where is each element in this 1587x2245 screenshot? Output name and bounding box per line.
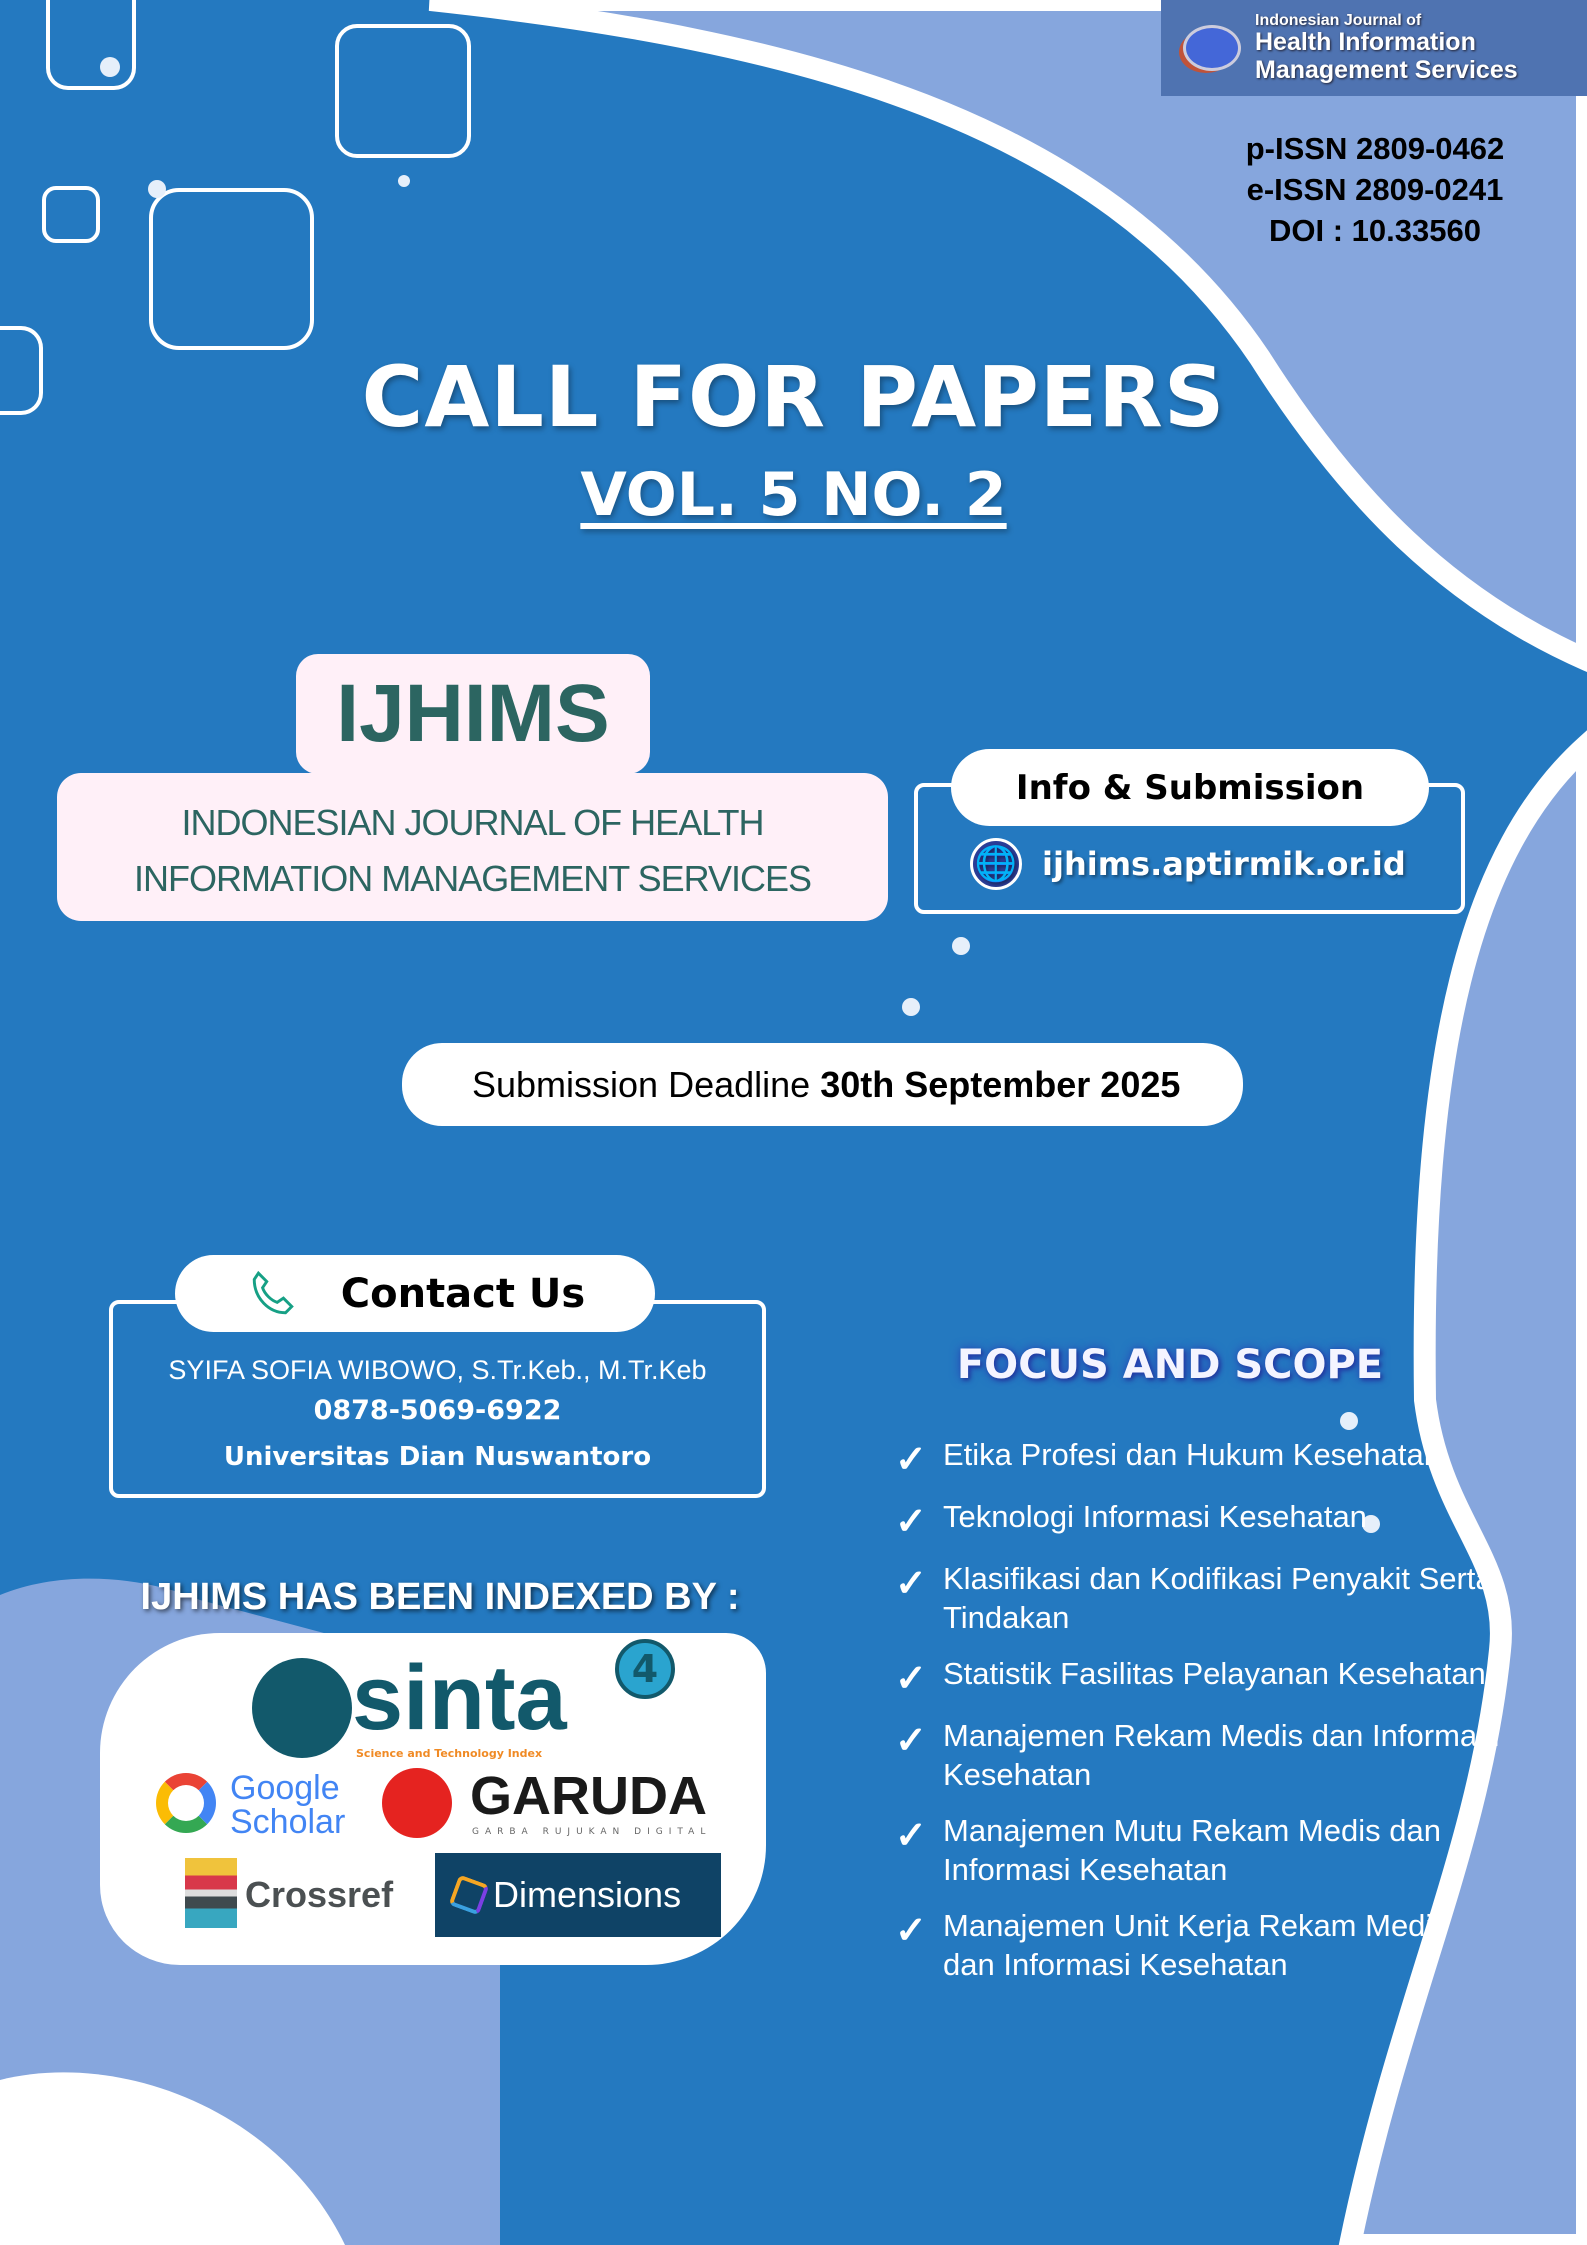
sinta-logo: sinta (352, 1647, 567, 1749)
index-logos (100, 1633, 766, 1965)
decor-square (149, 188, 314, 350)
aptirmik-logo (1183, 25, 1241, 71)
dimensions-icon (448, 1874, 489, 1915)
decor-dot (398, 175, 410, 187)
focus-item (895, 1435, 1563, 1480)
focus-item (895, 1497, 1563, 1542)
crossref-icon (185, 1858, 237, 1928)
decor-square (335, 24, 471, 158)
focus-item-text: Etika Profesi dan Hukum Kesehatan (943, 1437, 1441, 1472)
focus-scope-heading: FOCUS AND SCOPE (956, 1342, 1384, 1388)
decor-dot (1340, 1412, 1358, 1430)
focus-scope-list (895, 1435, 1563, 1984)
banner-line3: Management Services (1255, 55, 1518, 84)
submission-link[interactable] (970, 838, 1406, 890)
dimensions-text: Dimensions (493, 1874, 682, 1915)
focus-item (895, 1716, 1563, 1794)
globe-icon: 🌐 (970, 838, 1022, 890)
journal-name-box (57, 773, 888, 921)
contact-details (109, 1350, 766, 1482)
contact-name: SYIFA SOFIA WIBOWO, S.Tr.Keb., M.Tr.Keb (168, 1355, 707, 1385)
sinta-subtitle: Science and Technology Index (356, 1747, 543, 1760)
focus-item (895, 1811, 1563, 1889)
banner-line1: Indonesian Journal of (1255, 11, 1422, 29)
garuda-subtitle: GARBA RUJUKAN DIGITAL (472, 1827, 712, 1837)
decor-square (46, 0, 136, 90)
decor-dot (902, 998, 920, 1016)
dimensions-logo (435, 1853, 721, 1937)
contact-phone[interactable]: 0878-5069-6922 (313, 1395, 562, 1426)
submission-url[interactable]: ijhims.aptirmik.or.id (1042, 845, 1406, 883)
contact-header (175, 1255, 655, 1332)
focus-item-text: Klasifikasi dan Kodifikasi Penyakit Serta Tindakan (943, 1561, 1493, 1635)
deadline-date: 30th September 2025 (820, 1063, 1181, 1105)
focus-item-text: Manajemen Unit Kerja Rekam Medis dan Informasi Kesehatan (943, 1908, 1448, 1982)
checkmark-icon: ✓ (895, 1720, 927, 1762)
checkmark-icon: ✓ (895, 1910, 927, 1952)
checkmark-icon: ✓ (895, 1815, 927, 1857)
contact-institution: Universitas Dian Nuswantoro (223, 1442, 652, 1472)
volume-number: VOL. 5 NO. 2 (580, 460, 1007, 530)
info-submission-label: Info & Submission (951, 749, 1429, 826)
e-issn: e-ISSN 2809-0241 (1246, 172, 1504, 207)
garuda-logo: GARUDA (470, 1766, 707, 1826)
identifiers (1190, 128, 1560, 251)
p-issn: p-ISSN 2809-0462 (1245, 131, 1505, 166)
deadline-label: Submission Deadline (472, 1063, 811, 1105)
journal-name-line2: INFORMATION MANAGEMENT SERVICES (133, 858, 812, 899)
checkmark-icon: ✓ (895, 1439, 927, 1481)
journal-name-line1: INDONESIAN JOURNAL OF HEALTH (181, 802, 764, 843)
focus-item-text: Manajemen Rekam Medis dan Informasi Kesehatan (943, 1718, 1500, 1792)
journal-acronym: IJHIMS (296, 654, 650, 774)
garuda-icon (382, 1768, 452, 1838)
phone-icon (245, 1269, 301, 1319)
scholar-text: Scholar (230, 1803, 346, 1841)
focus-item-text: Statistik Fasilitas Pelayanan Kesehatan (943, 1656, 1486, 1691)
crossref-logo: Crossref (245, 1874, 394, 1915)
google-text: Google (230, 1769, 340, 1807)
checkmark-icon: ✓ (895, 1563, 927, 1605)
google-scholar-logo (230, 1771, 345, 1839)
decor-dot (952, 937, 970, 955)
focus-item (895, 1559, 1563, 1637)
google-scholar-icon (156, 1773, 216, 1833)
indexed-heading: IJHIMS HAS BEEN INDEXED BY : (140, 1576, 740, 1618)
contact-label: Contact Us (340, 1270, 586, 1317)
focus-item-text: Manajemen Mutu Rekam Medis dan Informasi Kesehatan (943, 1813, 1441, 1887)
deadline-pill (402, 1043, 1243, 1126)
decor-square (42, 186, 100, 243)
sinta-emblem (252, 1658, 352, 1758)
focus-item (895, 1906, 1563, 1984)
checkmark-icon: ✓ (895, 1501, 927, 1543)
banner-line2: Health Information (1255, 28, 1476, 57)
doi: DOI : 10.33560 (1269, 213, 1481, 248)
decor-dot (148, 180, 166, 198)
focus-item-text: Teknologi Informasi Kesehatan (943, 1499, 1367, 1534)
decor-dot (100, 57, 120, 77)
sinta-rank-badge: 4 (615, 1639, 675, 1699)
focus-item (895, 1654, 1563, 1699)
journal-banner (1161, 0, 1587, 96)
page-title: CALL FOR PAPERS (361, 348, 1226, 446)
checkmark-icon: ✓ (895, 1658, 927, 1700)
